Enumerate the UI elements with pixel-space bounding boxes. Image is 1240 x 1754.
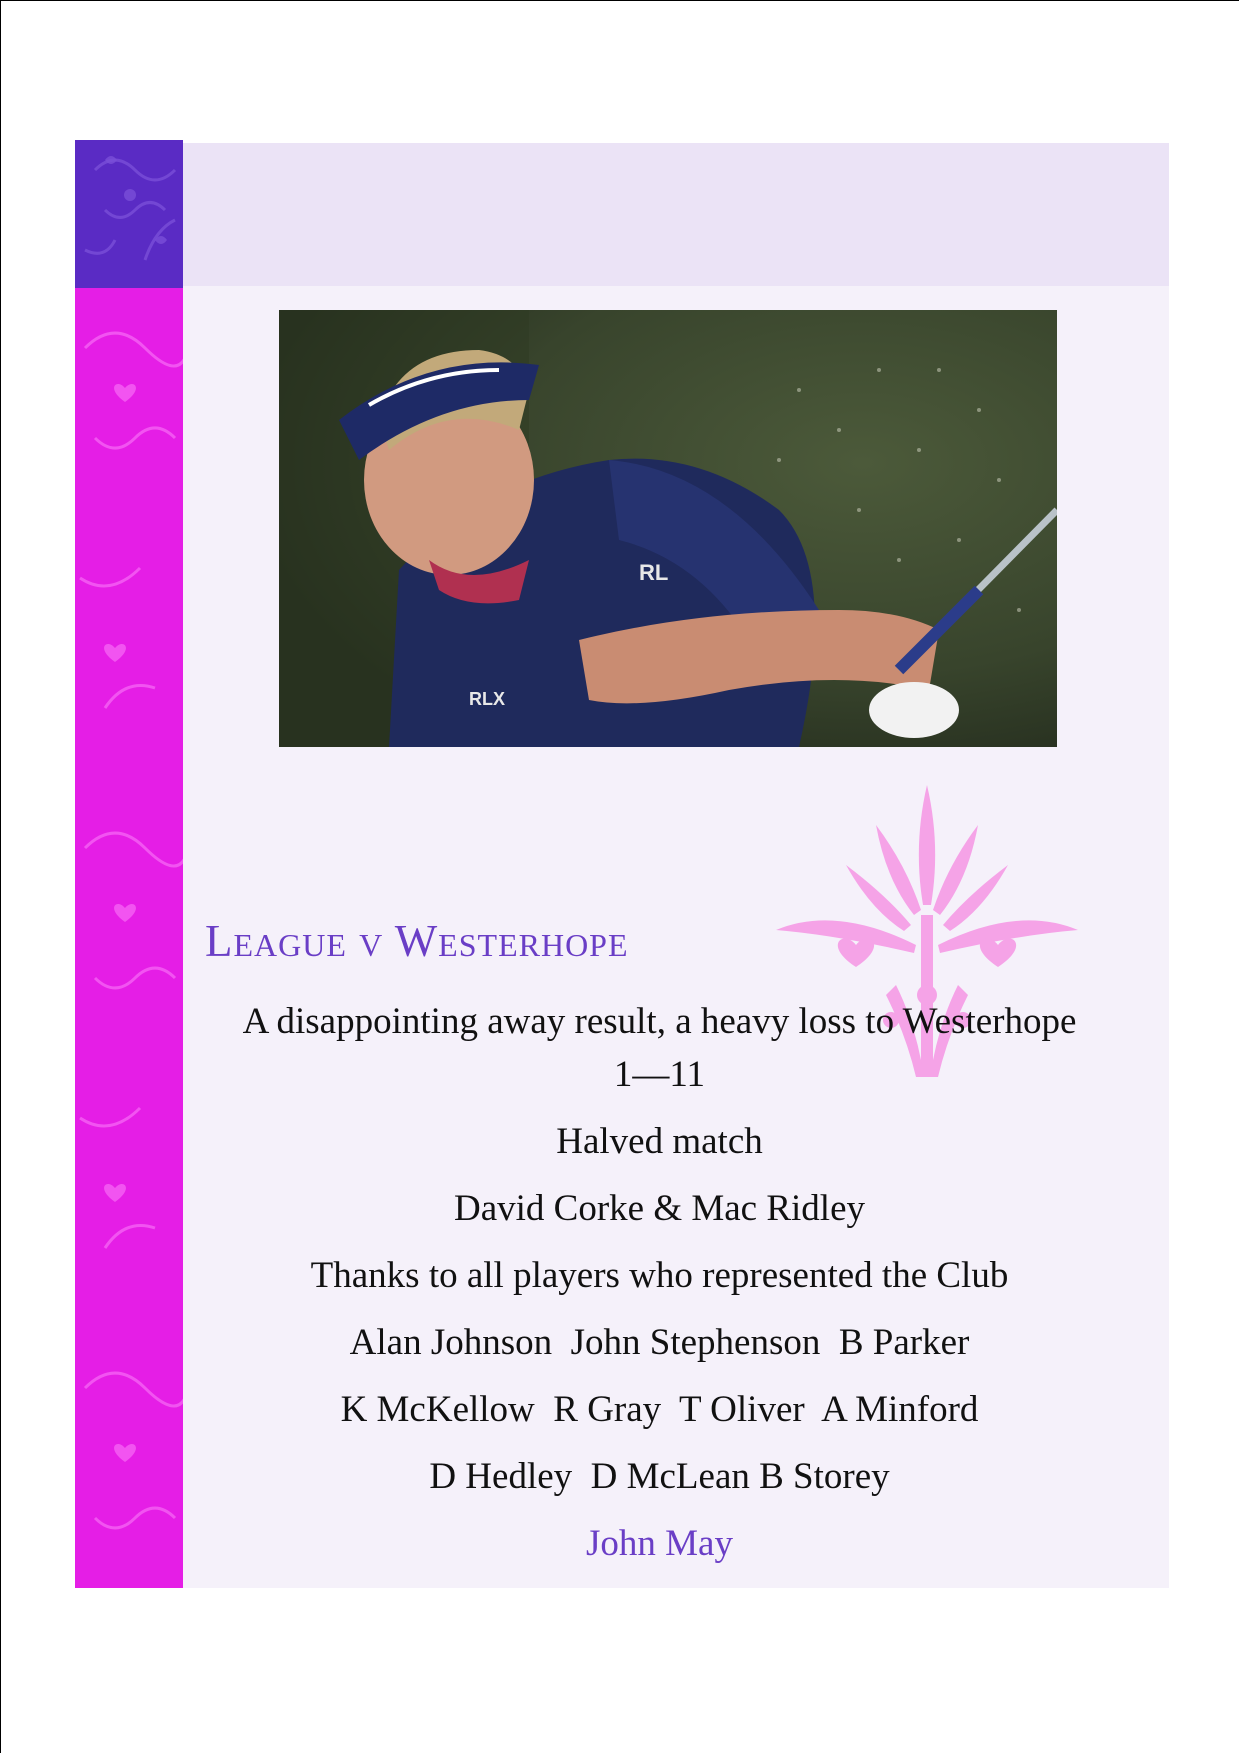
halved-players-line: David Corke & Mac Ridley bbox=[453, 1188, 866, 1229]
golfer-photo bbox=[279, 310, 1057, 747]
author-signature: John May bbox=[586, 1523, 733, 1564]
players-line-1: Alan Johnson John Stephenson B Parker bbox=[349, 1322, 970, 1363]
score-line: 1—11 bbox=[613, 1054, 706, 1095]
summary-line: A disappointing away result, a heavy loss to Westerhope bbox=[242, 1001, 1077, 1042]
players-line-3: D Hedley D McLean B Storey bbox=[429, 1456, 890, 1497]
floral-pattern-icon bbox=[75, 140, 183, 288]
article-headline: League v Westerhope bbox=[205, 916, 629, 966]
svg-text:RLX: RLX bbox=[469, 689, 505, 709]
players-line-2: K McKellow R Gray T Oliver A Minford bbox=[340, 1389, 979, 1430]
header-band bbox=[183, 143, 1169, 286]
svg-text:RL: RL bbox=[639, 560, 669, 585]
golfer-photo-icon bbox=[279, 310, 1057, 747]
halved-match-line: Halved match bbox=[556, 1121, 763, 1162]
thanks-line: Thanks to all players who represented the Club bbox=[310, 1255, 1009, 1296]
side-strip bbox=[75, 288, 183, 1588]
floral-pattern-icon bbox=[75, 288, 183, 1588]
side-strip-top bbox=[75, 140, 183, 288]
